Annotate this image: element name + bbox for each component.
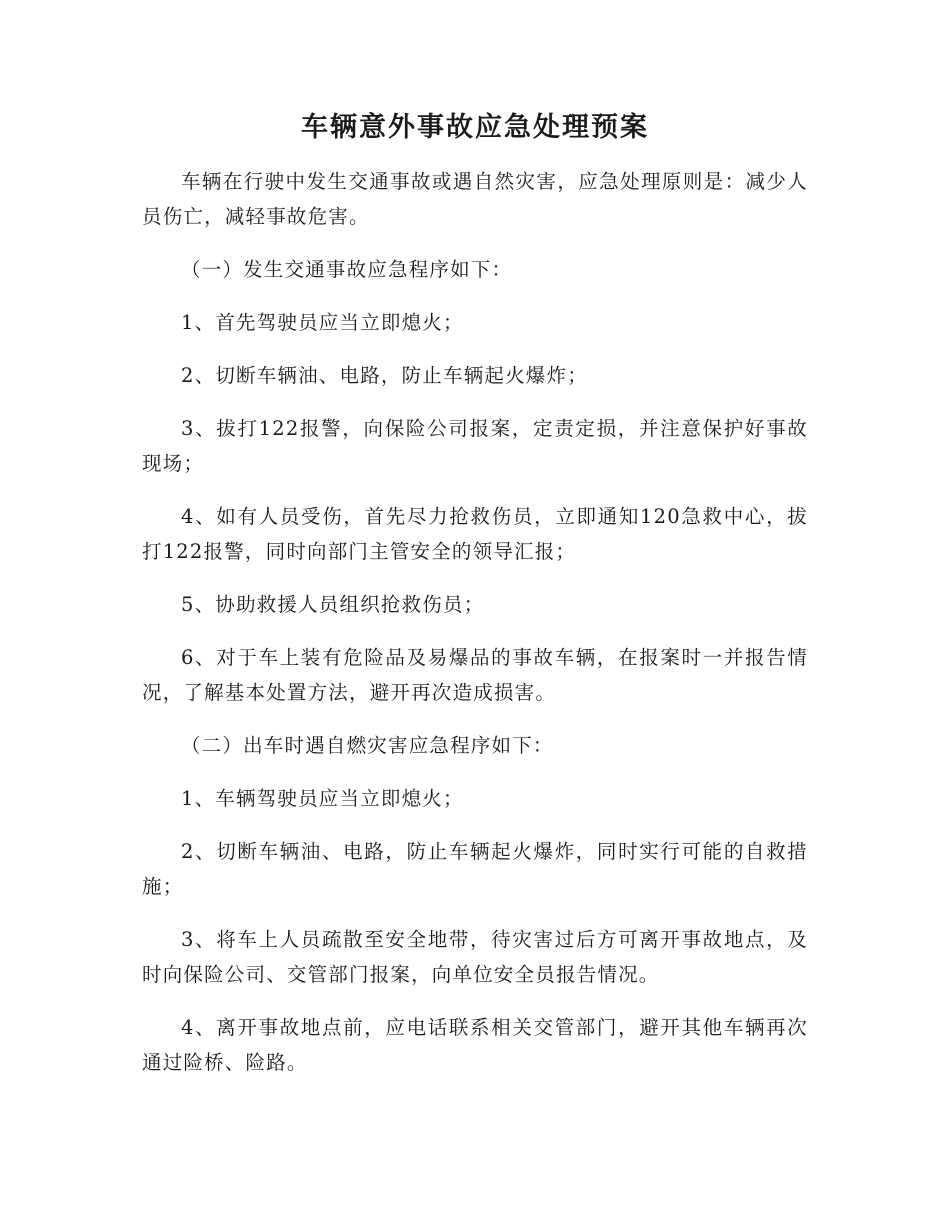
disaster-step-1: 1、车辆驾驶员应当立即熄火； [181,787,464,810]
traffic-step-5: 5、协助救援人员组织抢救伤员； [181,593,485,616]
disaster-step-3: 3、将车上人员疏散至安全地带，待灾害过后方可离开事故地点，及时向保险公司、交管部门报案，向单位安全员报告情况。 [142,928,808,986]
document-title: 车辆意外事故应急处理预案 [301,112,649,143]
traffic-step-4: 4、如有人员受伤，首先尽力抢救伤员，立即通知120急救中心，拔打122报警，同时向部门主管安全的领导汇报； [142,505,808,563]
intro-paragraph: 车辆在行驶中发生交通事故或遇自然灾害，应急处理原则是：减少人员伤亡，减轻事故危害。 [142,170,808,228]
traffic-step-2: 2、切断车辆油、电路，防止车辆起火爆炸； [181,364,588,387]
section-heading-traffic-accident: （一）发生交通事故应急程序如下： [181,258,513,281]
traffic-step-1: 1、首先驾驶员应当立即熄火； [181,311,464,334]
document-page [142,108,808,1098]
traffic-step-3: 3、拔打122报警，向保险公司报案，定责定损，并注意保护好事故现场； [142,417,808,475]
traffic-step-6: 6、对于车上装有危险品及易爆品的事故车辆，在报案时一并报告情况，了解基本处置方法，避开再次造成损害。 [142,646,808,704]
disaster-step-2: 2、切断车辆油、电路，防止车辆起火爆炸，同时实行可能的自救措施； [142,840,808,898]
section-heading-natural-disaster: （二）出车时遇自燃灾害应急程序如下： [181,734,554,757]
disaster-step-4: 4、离开事故地点前，应电话联系相关交管部门，避开其他车辆再次通过险桥、险路。 [142,1016,808,1074]
